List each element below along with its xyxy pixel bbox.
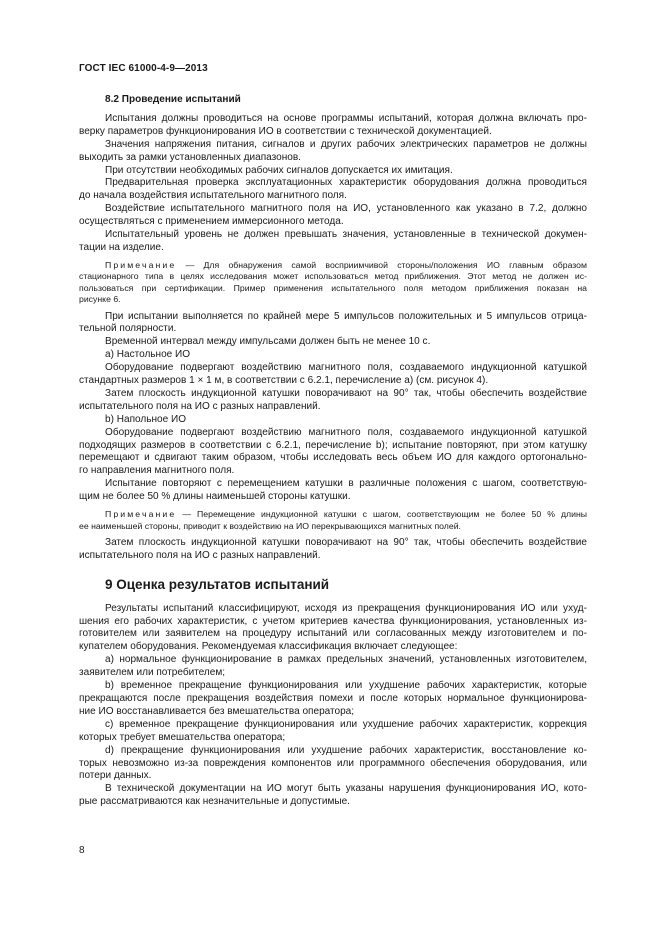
note-1 [79, 260, 587, 306]
paragraph: Оборудование подвергают воздействию магнитного поля, создаваемого индукционной катушкой [105, 426, 587, 438]
note-text: стационарного типа в целях исследования может использоваться метод приближения. Этот метод не должен ис- [79, 271, 587, 282]
paragraph: го направления магнитного поля. [79, 465, 235, 477]
paragraph: испытательного поля на ИО с разных направлений. [79, 549, 321, 561]
note-text: ее наименьшей стороны, приводит к воздействию на ИО перекрывающихся магнитных полей. [79, 520, 461, 531]
paragraph: Временной интервал между импульсами должен быть не менее 10 с. [105, 336, 431, 348]
note-label: Примечание [105, 259, 177, 270]
note-text: — Для обнаружения самой восприимчивой стороны/положения ИО главным образом [176, 259, 587, 270]
list-item: ние ИО восстанавливается без вмешательства оператора; [79, 705, 355, 717]
paragraph: тации на изделие. [79, 241, 164, 253]
paragraph: выходить за рамки установленных диапазонов. [79, 151, 301, 163]
note-text: рисунке 6. [79, 294, 121, 305]
paragraph: Значения напряжения питания, сигналов и других рабочих электрических параметров не должны [105, 138, 587, 150]
list-item: потери данных. [79, 770, 152, 782]
note-2 [79, 509, 587, 532]
paragraph: до начала воздействия испытательного магнитного поля. [79, 190, 347, 202]
note-text: — Перемещение индукционной катушки с шагом, соответствующим не более 50 % длины [176, 509, 587, 520]
paragraph: Затем плоскость индукционной катушки поворачивают на 90° так, чтобы обеспечить воздействие [105, 536, 587, 548]
section-8-2-heading: 8.2 Проведение испытаний [105, 94, 241, 105]
document-code-header: ГОСТ IEC 61000-4-9—2013 [79, 63, 208, 74]
note-text: пользоваться при сертификации. Пример применения испытательного поля методом приближения показан на [79, 282, 587, 293]
paragraph: В технической документации на ИО могут быть указаны нарушения функционирования ИО, кото- [105, 783, 587, 795]
list-item: прекращаются после прекращения воздействия помехи и после которых нормальное функционирова- [79, 692, 587, 704]
list-item: с) временное прекращение функционирования или ухудшение рабочих характеристик, коррекция [105, 718, 587, 730]
paragraph: купателем оборудования. Рекомендуемая классификация включает следующее: [79, 641, 458, 653]
paragraph: подходящих размеров в соответствии с 6.2.1, перечисление b); испытание повторяют, при этом катушку [79, 439, 587, 451]
paragraph: шения его рабочих характеристик, с учетом критериев качества функционирования, установленных из- [79, 615, 587, 627]
paragraph: Затем плоскость индукционной катушки поворачивают на 90° так, чтобы обеспечить воздействие [105, 387, 587, 399]
paragraph: осуществляться с применением иммерсионного метода. [79, 216, 344, 228]
list-item: b) временное прекращение функционирования или ухудшение рабочих характеристик, которые [105, 680, 587, 692]
paragraph: тельной полярности. [79, 323, 177, 335]
list-item: заявителем или потребителем; [79, 667, 226, 679]
section-9-heading: 9 Оценка результатов испытаний [105, 576, 330, 592]
paragraph: Оборудование подвергают воздействию магнитного поля, создаваемого индукционной катушкой [105, 362, 587, 374]
list-item: которых требует вмешательства оператора; [79, 731, 286, 743]
list-item-heading: b) Напольное ИО [105, 413, 187, 425]
paragraph: рые рассматриваются как незначительные и допустимые. [79, 796, 350, 808]
note-label: Примечание [105, 509, 177, 520]
page-body [79, 94, 587, 809]
paragraph: Предварительная проверка эксплуатационных характеристик оборудования должна проводиться [105, 177, 587, 189]
page-number: 8 [79, 845, 85, 856]
paragraph: Результаты испытаний классифицируют, исходя из прекращения функционирования ИО или ухуд- [105, 602, 587, 614]
paragraph: Воздействие испытательного магнитного поля на ИО, установленного как указано в 7.2, должно [105, 203, 587, 215]
paragraph: перемещают и сдвигают таким образом, чтобы исследовать весь объем ИО для каждого ортогонально- [79, 452, 587, 464]
paragraph: щим не более 50 % длины наименьшей стороны катушки. [79, 491, 351, 503]
paragraph: При испытании выполняется по крайней мере 5 импульсов положительных и 5 импульсов отрица- [105, 310, 587, 322]
paragraph: Испытательный уровень не должен превышать значения, установленные в технической докумен- [105, 229, 587, 241]
paragraph: готовителем или заявителем на процедуру испытаний или согласованных между изготовителем и по- [79, 628, 587, 640]
paragraph: верку параметров функционирования ИО в соответствии с технической документацией. [79, 125, 492, 137]
list-item: торых невозможно из-за повреждения компонентов или программного обеспечения оборудования, или [79, 757, 587, 769]
paragraph: Испытание повторяют с перемещением катушки в различные положения с шагом, соответствую- [105, 478, 587, 490]
paragraph: стандартных размеров 1 × 1 м, в соответствии с 6.2.1, перечисление а) (см. рисунок 4). [79, 375, 489, 387]
list-item: d) прекращение функционирования или ухудшение рабочих характеристик, восстановление ко- [105, 744, 587, 756]
list-item: а) нормальное функционирование в рамках предельных значений, установленных изготовителем, [105, 654, 587, 666]
paragraph: При отсутствии необходимых рабочих сигналов допускается их имитация. [105, 164, 453, 176]
paragraph: Испытания должны проводиться на основе программы испытаний, которая должна включать про- [105, 112, 587, 124]
list-item-heading: а) Настольное ИО [105, 349, 191, 361]
paragraph: испытательного поля на ИО с разных направлений. [79, 400, 321, 412]
